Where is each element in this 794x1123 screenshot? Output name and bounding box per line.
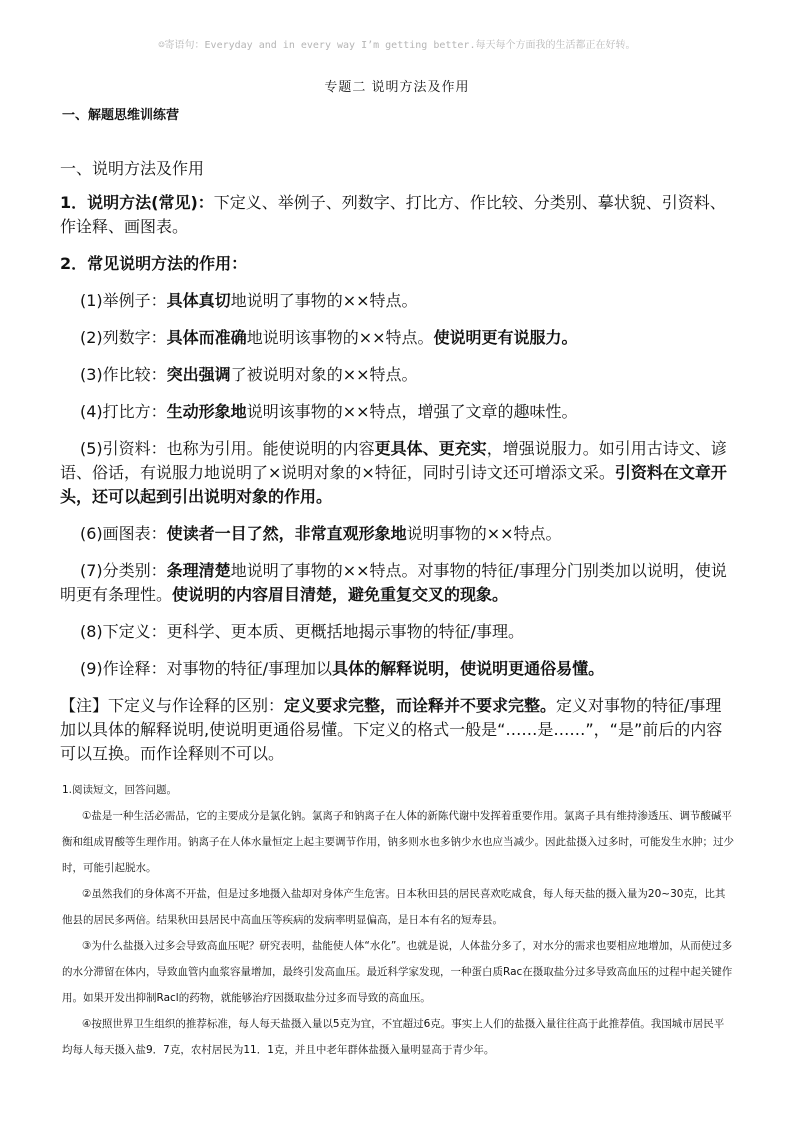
exercise-paragraph-3: ③为什么盐摄入过多会导致高血压呢？研究表明，盐能使人体“水化”。也就是说，人体盐分多了，对水分的需求也要相应地增加，从而使过多的水分滞留在体内，导致血管内血浆容量增加，最终引发高血压。最近科学家发现，一种蛋白质Rac在摄取盐分过多导致高血压的过程中起关键作用。如果开发出抑制Racl的药物，就能够治疗因摄取盐分过多而导致的高血压。 bbox=[62, 940, 733, 1004]
item-7-label: (7)分类别： bbox=[80, 561, 167, 580]
item-5-key: 更具体、更充实 bbox=[374, 439, 487, 458]
main-content bbox=[60, 157, 732, 779]
item-1-key: 具体真切 bbox=[166, 291, 231, 310]
exercise bbox=[62, 777, 734, 1063]
item-2-emphasis: 使说明更有说服力。 bbox=[433, 328, 578, 347]
note bbox=[60, 694, 732, 766]
item-1-label: (1)举例子： bbox=[80, 291, 167, 310]
item-5 bbox=[60, 437, 732, 509]
point-1-label: 1．说明方法(常见)： bbox=[60, 193, 214, 212]
item-9 bbox=[60, 657, 732, 681]
item-6-label: (6)画图表： bbox=[80, 524, 167, 543]
item-6-text: 说明事物的××特点。 bbox=[406, 524, 562, 543]
item-9-key: 具体的解释说明，使说明更通俗易懂。 bbox=[332, 659, 605, 678]
item-7-text: 地说明了事物的××特点。对事物的特征/事理分门别类加以说明，使说明更有条理性。 bbox=[60, 561, 727, 604]
item-3 bbox=[60, 363, 732, 387]
item-5-text: ，增强说服力。如引用古诗文、谚语、俗话，有说服力地说明了×说明对象的×特征，同时引诗文还可增添文采。 bbox=[60, 439, 727, 482]
exercise-paragraph-4: ④按照世界卫生组织的推荐标准，每人每天盐摄入量以5克为宜，不宜超过6克。事实上人们的盐摄入量往往高于此推荐值。我国城市居民平均每人每天摄入盐9．7克，农村居民为11．1克，并且中老年群体盐摄入量明显高于青少年。 bbox=[62, 1018, 725, 1056]
note-label: 【注】下定义与作诠释的区别： bbox=[60, 696, 285, 715]
item-2-label: (2)列数字： bbox=[80, 328, 167, 347]
item-2-key: 具体而准确 bbox=[166, 328, 247, 347]
item-3-key: 突出强调 bbox=[166, 365, 231, 384]
item-7 bbox=[60, 559, 732, 607]
item-2-text: 地说明该事物的××特点。 bbox=[246, 328, 434, 347]
section-heading: 一、解题思维训练营 bbox=[62, 108, 180, 123]
point-2-label: 2．常见说明方法的作用： bbox=[60, 254, 248, 273]
item-8 bbox=[60, 620, 732, 644]
item-4 bbox=[60, 400, 732, 424]
item-4-label: (4)打比方： bbox=[80, 402, 167, 421]
item-4-key: 生动形象地 bbox=[166, 402, 247, 421]
exercise-question: 1.阅读短文，回答问题。 bbox=[62, 784, 178, 796]
item-6 bbox=[60, 522, 732, 546]
item-5-emphasis: 引资料在文章开头，还可以起到引出说明对象的作用。 bbox=[60, 463, 727, 506]
note-emphasis: 定义要求完整，而诠释并不要求完整。 bbox=[284, 696, 557, 715]
exercise-paragraph-2: ②虽然我们的身体离不开盐，但是过多地摄入盐却对身体产生危害。日本秋田县的居民喜欢吃咸食，每人每天盐的摄入量为20~30克，比其他县的居民多两倍。结果秋田县居民中高血压等疾病的发病率明显偏高，是日本有名的短寿县。 bbox=[62, 888, 726, 926]
item-6-key: 使读者一目了然，非常直观形象地 bbox=[166, 524, 407, 543]
item-3-label: (3)作比较： bbox=[80, 365, 167, 384]
header-motto: ☺寄语句：Everyday and in every way I’m getting better.每天每个方面我的生活都正在好转。 bbox=[158, 40, 636, 51]
point-1 bbox=[60, 191, 732, 239]
item-1-text: 地说明了事物的××特点。 bbox=[230, 291, 418, 310]
page-title: 专题二 说明方法及作用 bbox=[324, 80, 470, 95]
exercise-paragraph-1: ①盐是一种生活必需品，它的主要成分是氯化钠。氯离子和钠离子在人体的新陈代谢中发挥着重要作用。氯离子具有维持渗透压、调节酸碱平衡和组成胃酸等生理作用。钠离子在人体水量恒定上起主要调节作用，钠多则水也多钠少水也应当减少。因此盐摄入过多时，可能发生水肿；过少时，可能引起脱水。 bbox=[62, 810, 734, 874]
item-7-emphasis: 使说明的内容眉目清楚，避免重复交叉的现象。 bbox=[172, 585, 509, 604]
item-4-text: 说明该事物的××特点，增强了文章的趣味性。 bbox=[246, 402, 578, 421]
note-text: 定义对事物的特征/事理加以具体的解释说明,使说明更通俗易懂。下定义的格式一般是“……是……”，“是”前后的内容可以互换。而作诠释则不可以。 bbox=[60, 696, 723, 763]
item-2 bbox=[60, 326, 732, 350]
item-9-label: (9)作诠释：对事物的特征/事理加以 bbox=[80, 659, 333, 678]
item-8-text: (8)下定义：更科学、更本质、更概括地揭示事物的特征/事理。 bbox=[80, 622, 525, 641]
item-5-label: (5)引资料：也称为引用。能使说明的内容 bbox=[80, 439, 375, 458]
sub-heading: 一、说明方法及作用 bbox=[60, 159, 205, 178]
point-1-text: 下定义、举例子、列数字、打比方、作比较、分类别、摹状貌、引资料、作诠释、画图表。 bbox=[60, 193, 726, 236]
item-1 bbox=[60, 289, 732, 313]
item-3-text: 了被说明对象的××特点。 bbox=[230, 365, 418, 384]
item-7-key: 条理清楚 bbox=[166, 561, 231, 580]
